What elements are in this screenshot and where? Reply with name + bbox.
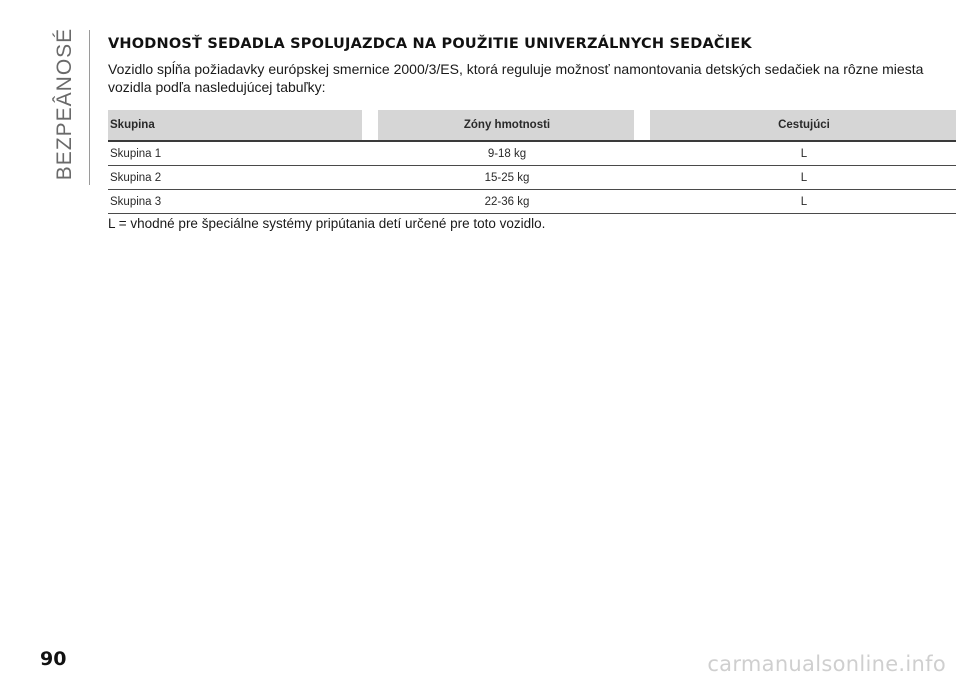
- header-passenger: Cestujúci: [650, 110, 956, 142]
- watermark: carmanualsonline.info: [707, 652, 946, 676]
- section-side-label: [50, 27, 80, 190]
- side-divider: [89, 30, 90, 185]
- cell-weight: 9-18 kg: [378, 142, 634, 166]
- cell-group: Skupina 3: [108, 190, 362, 214]
- table-row: [108, 190, 956, 214]
- cell-group: Skupina 1: [108, 142, 362, 166]
- cell-weight: 22-36 kg: [378, 190, 634, 214]
- page-title: VHODNOSŤ SEDADLA SPOLUJAZDCA NA POUŽITIE UNIVERZÁLNYCH SEDAČIEK: [108, 36, 752, 52]
- page-content: [108, 36, 956, 231]
- table-row: [108, 166, 956, 190]
- header-gap: [362, 110, 378, 142]
- header-gap: [634, 110, 650, 142]
- header-group: Skupina: [108, 110, 362, 142]
- cell-passenger: L: [650, 190, 956, 214]
- section-side-label-text: BEZPEÂNOSÉ: [53, 27, 77, 181]
- intro-paragraph: Vozidlo spĺňa požiadavky európskej smernice 2000/3/ES, ktorá reguluje možnosť namontovania detských sedačiek na rôzne miesta vozidla podľa nasledujúcej tabuľky:: [108, 61, 924, 95]
- cell-group: Skupina 2: [108, 166, 362, 190]
- cell-weight: 15-25 kg: [378, 166, 634, 190]
- header-weight-zones: Zóny hmotnosti: [378, 110, 634, 142]
- cell-passenger: L: [650, 142, 956, 166]
- page-number: 90: [40, 648, 67, 670]
- table-header-row: [108, 110, 956, 142]
- table-row: [108, 142, 956, 166]
- cell-passenger: L: [650, 166, 956, 190]
- child-seat-table: [108, 110, 956, 214]
- table-footnote: L = vhodné pre špeciálne systémy pripútania detí určené pre toto vozidlo.: [108, 216, 546, 231]
